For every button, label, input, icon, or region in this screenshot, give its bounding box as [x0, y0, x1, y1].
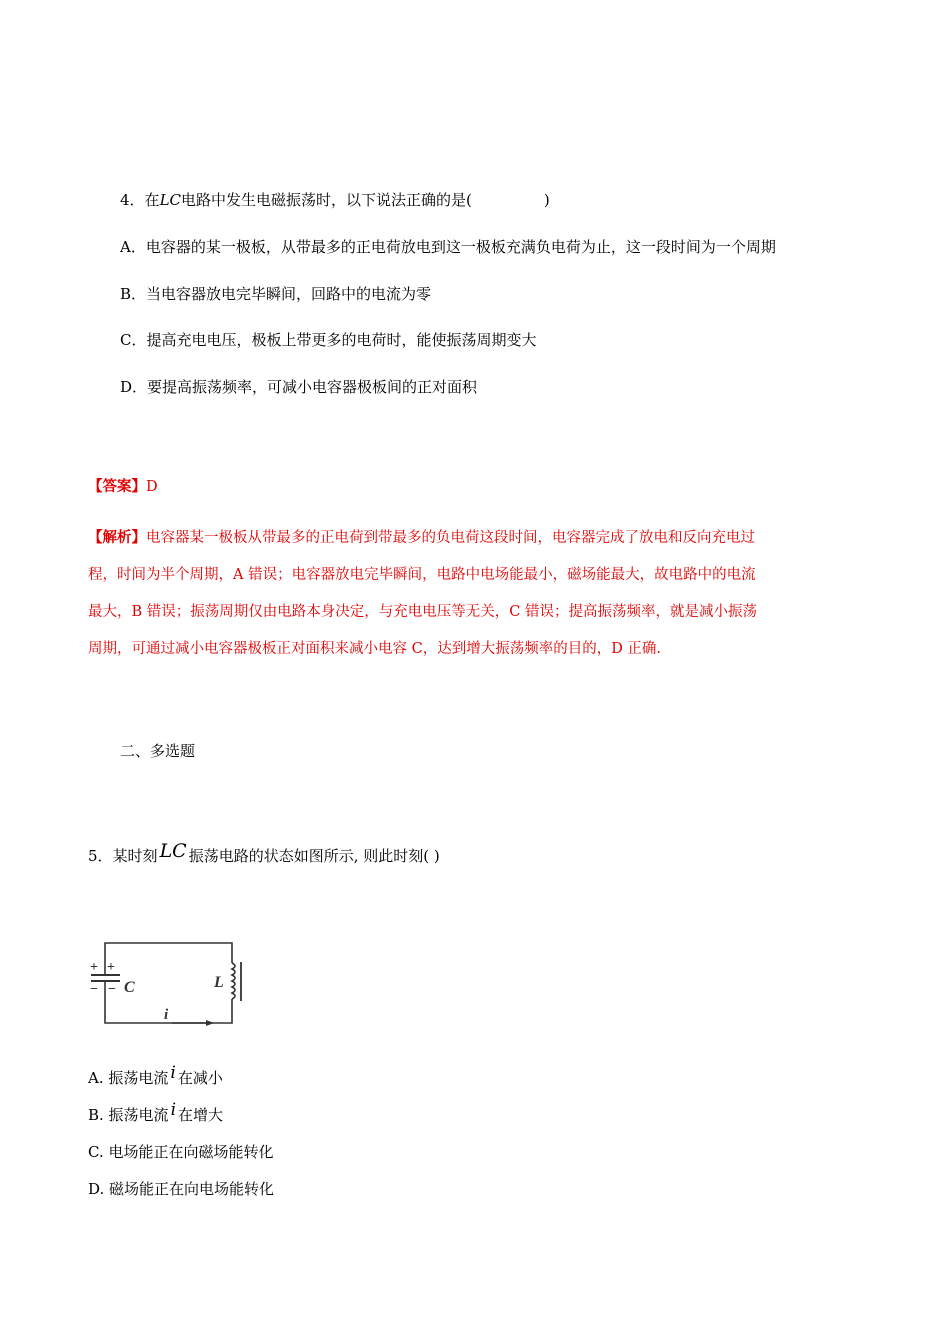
- q4-option-a: A．电容器的某一极板，从带最多的正电荷放电到这一极板充满负电荷为止，这一段时间为一个周期: [120, 238, 776, 256]
- q4-stem-pre: 在: [144, 191, 160, 209]
- capacitor-plus-sign-2: +: [107, 960, 115, 975]
- current-label: i: [164, 1007, 169, 1023]
- capacitor-minus-sign-1: −: [90, 982, 98, 997]
- q5-option-b-pre: B. 振荡电流: [88, 1106, 169, 1124]
- analysis-line-2: 程，时间为半个周期，A 错误；电容器放电完毕瞬间，电路中电场能最小，磁场能最大，故电路中的电流: [88, 567, 756, 583]
- q5-stem-pre: 某时刻: [112, 847, 158, 865]
- q5-option-a-pre: A. 振荡电流: [88, 1069, 169, 1087]
- q5-option-a-var: i: [170, 1063, 176, 1083]
- q4-stem: [120, 190, 550, 210]
- capacitor-minus-sign-2: −: [108, 982, 116, 997]
- current-arrow-head: [206, 1020, 214, 1026]
- q5-option-a: [88, 1063, 223, 1088]
- analysis-text-1: 电容器某一极板从带最多的正电荷到带最多的负电荷这段时间，电容器完成了放电和反向充电过: [146, 530, 755, 546]
- q4-option-c: C．提高充电电压，极板上带更多的电荷时，能使振荡周期变大: [120, 331, 537, 349]
- analysis-label: 【解析】: [88, 529, 146, 546]
- bottom-wire: [105, 999, 232, 1023]
- analysis-line-1: [88, 528, 755, 548]
- q4-option-b: B．当电容器放电完毕瞬间，回路中的电流为零: [120, 285, 432, 303]
- q5-option-b-post: 在增大: [178, 1106, 224, 1124]
- inductor-coil: [232, 963, 235, 999]
- q4-option-d: D．要提高振荡频率，可减小电容器极板间的正对面积: [120, 378, 478, 396]
- inductor-label: L: [214, 974, 224, 991]
- answer-label: 【答案】: [88, 478, 146, 495]
- answer-line: [88, 477, 158, 497]
- q5-lc-symbol: LC: [159, 840, 187, 862]
- q4-number: 4．: [120, 191, 145, 209]
- q5-option-a-post: 在减小: [177, 1069, 223, 1087]
- q4-lc-symbol: LC: [159, 191, 182, 209]
- q4-stem-close: ): [543, 191, 550, 209]
- q5-stem: [88, 840, 440, 866]
- lc-circuit-diagram: [84, 935, 254, 1035]
- analysis-line-3: 最大，B 错误；振荡周期仅由电路本身决定，与充电电压等无关，C 错误；提高振荡频率，就是减小振荡: [88, 604, 757, 620]
- capacitor-label: C: [124, 979, 135, 996]
- answer-value: D: [146, 479, 158, 495]
- capacitor-plus-sign-1: +: [90, 960, 98, 975]
- q5-option-b: [88, 1100, 224, 1125]
- analysis-line-4: 周期，可通过减小电容器极板正对面积来减小电容 C，达到增大振荡频率的目的，D 正确.: [88, 641, 662, 657]
- q4-stem-post: 电路中发生电磁振荡时，以下说法正确的是(: [181, 191, 472, 209]
- top-wire: [105, 943, 232, 963]
- q5-number: 5．: [88, 847, 113, 865]
- section-title: 二、多选题: [120, 742, 196, 760]
- q5-option-d: D. 磁场能正在向电场能转化: [88, 1180, 275, 1198]
- q5-stem-post: 振荡电路的状态如图所示, 则此时刻( ): [188, 847, 440, 865]
- q5-option-c: C. 电场能正在向磁场能转化: [88, 1143, 274, 1161]
- q5-option-b-var: i: [170, 1100, 176, 1120]
